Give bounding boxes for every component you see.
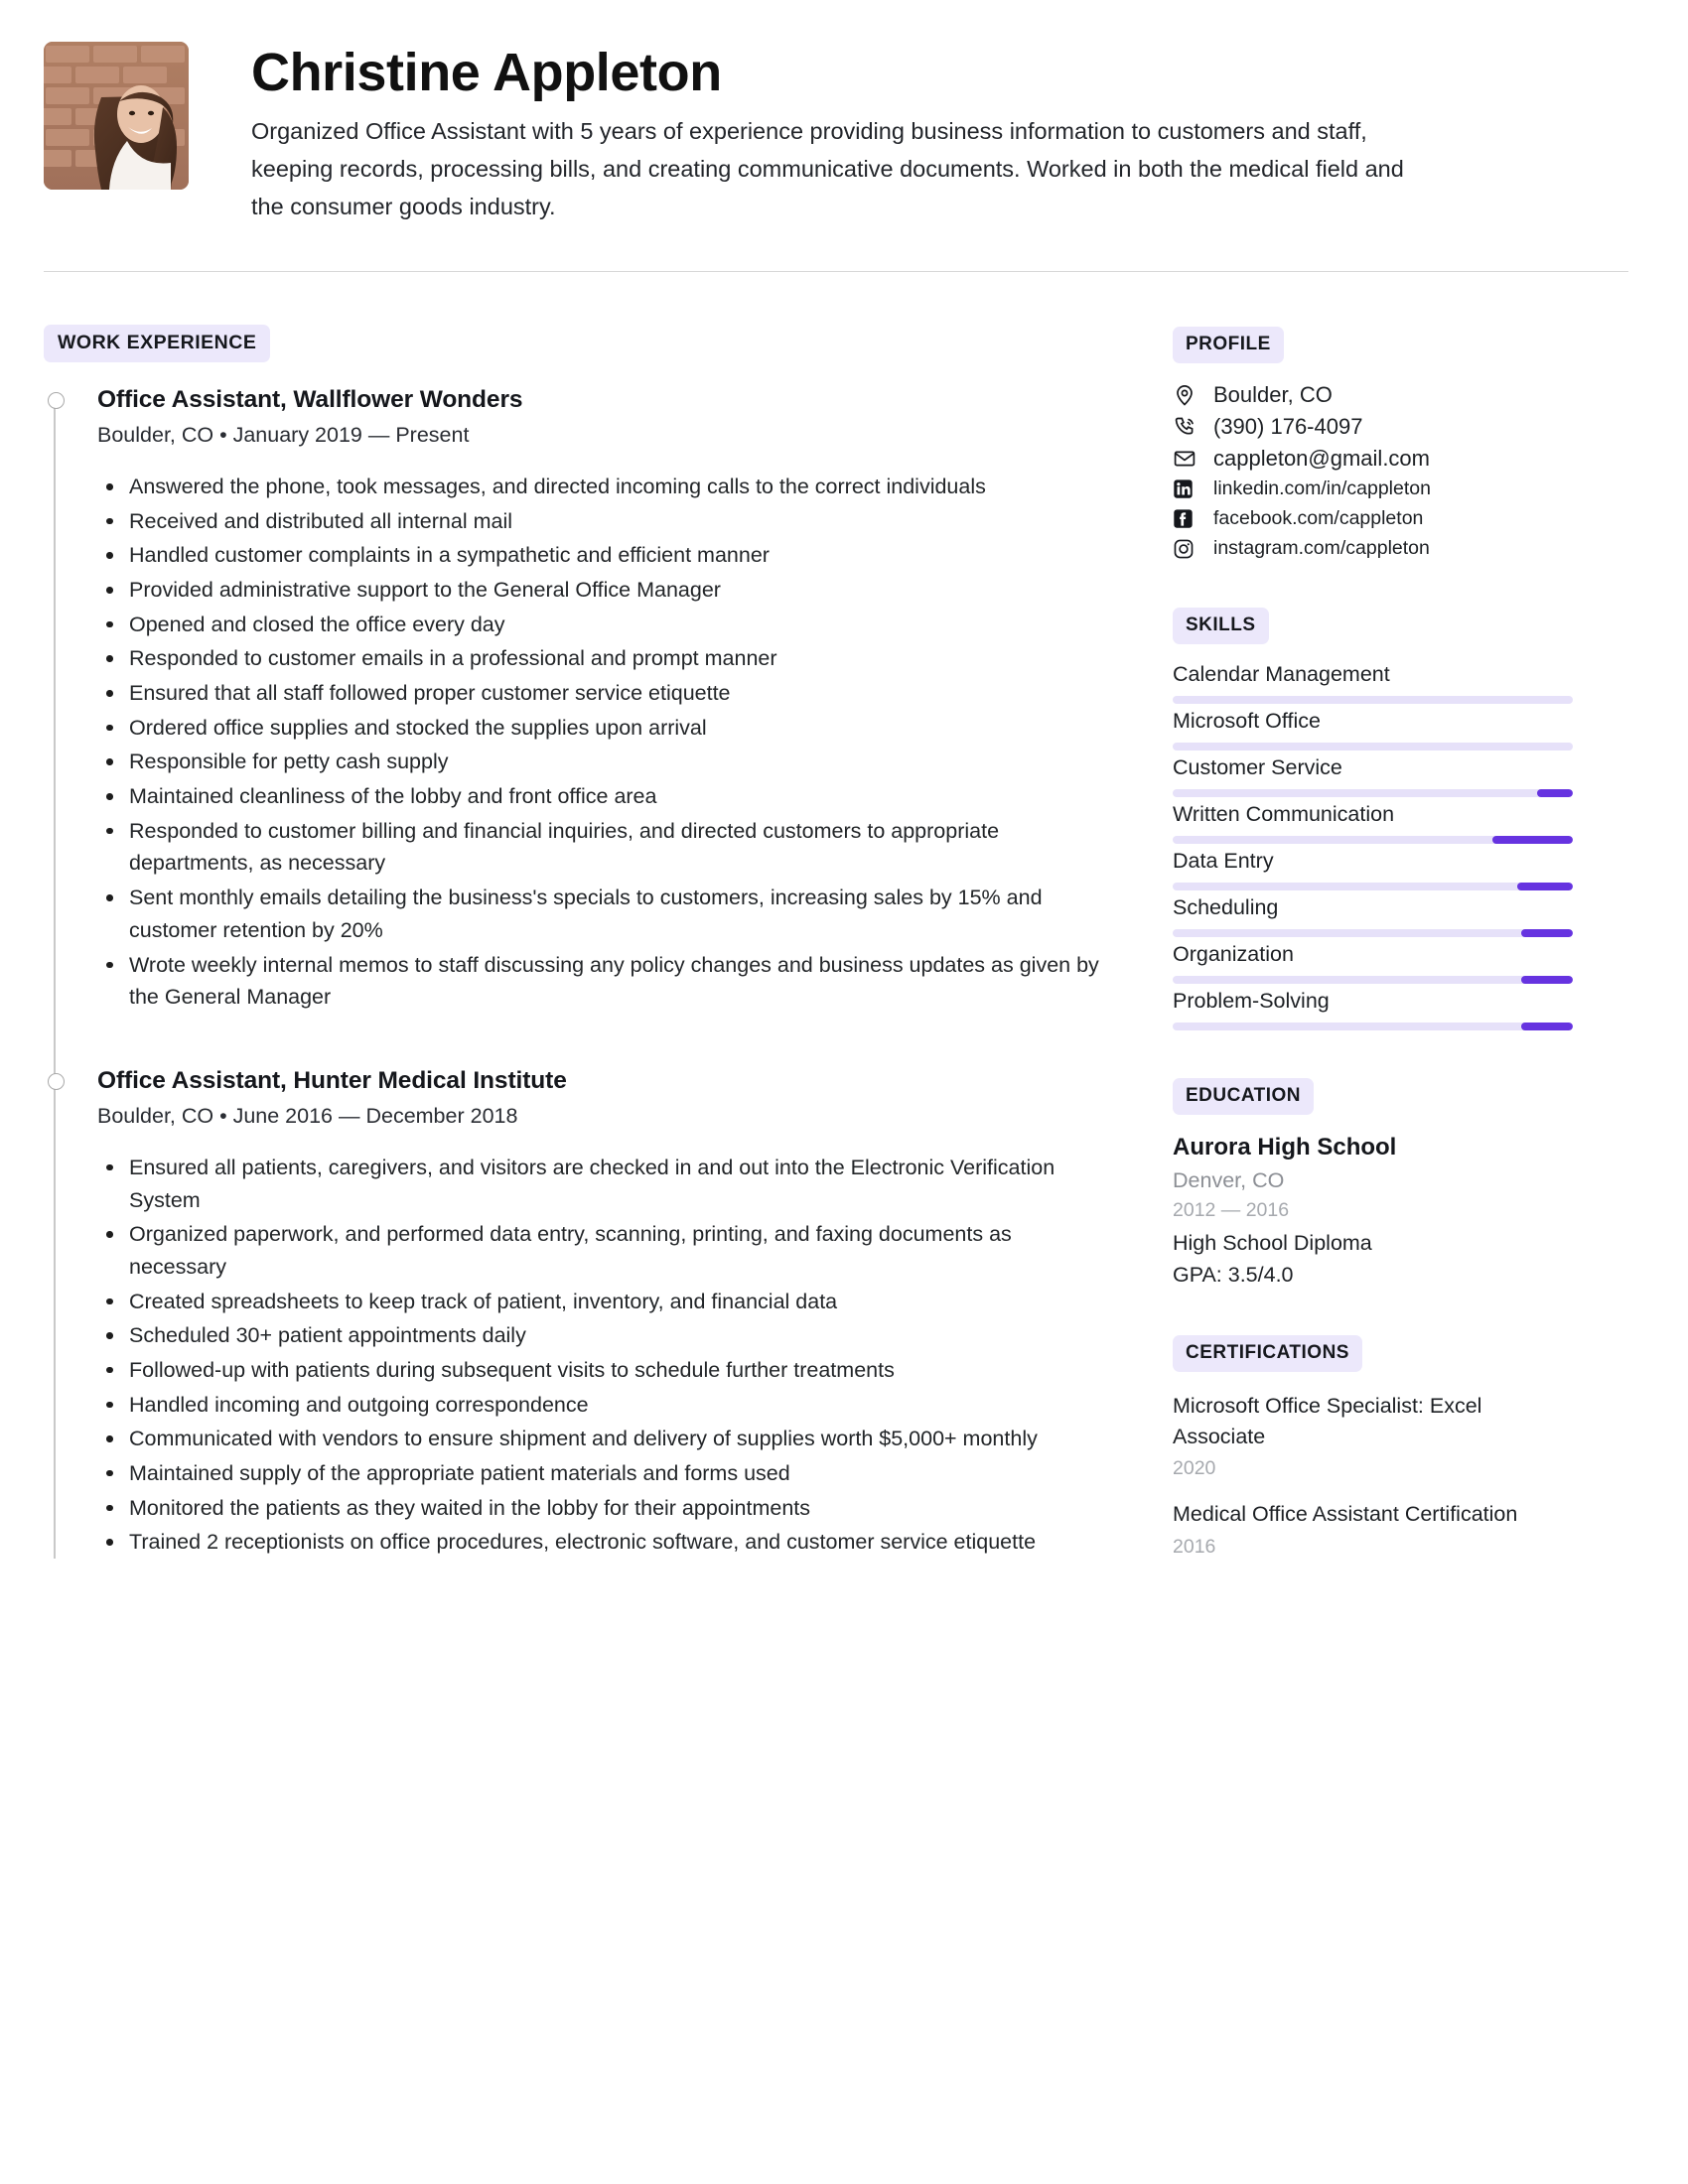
profile-summary: Organized Office Assistant with 5 years of experience providing business information to customers and staff, keeping records, processing bills, and creating communicative documents. Worked in both the medical field and the consumer goods industry. (251, 118, 1404, 219)
skill-name: Calendar Management (1173, 662, 1390, 687)
location-pin-icon (1173, 383, 1202, 407)
education-gpa: GPA: 3.5/4.0 (1173, 1263, 1294, 1288)
skill-item (1173, 989, 1573, 1030)
skill-bar-track (1173, 929, 1573, 937)
main-column (44, 325, 1156, 1561)
job-title: Office Assistant, Wallflower Wonders (97, 386, 523, 414)
linkedin-icon (1173, 478, 1202, 499)
phone-icon (1173, 415, 1202, 439)
certifications-section (1173, 1335, 1573, 1559)
job-bullet: Handled customer complaints in a sympathetic and efficient manner (97, 539, 1110, 572)
skill-name: Microsoft Office (1173, 709, 1321, 734)
contact-row[interactable] (1173, 414, 1573, 440)
job-meta: Boulder, CO • January 2019 — Present (97, 423, 470, 448)
job-entry (97, 1067, 1156, 1559)
job-bullet: Monitored the patients as they waited in the lobby for their appointments (97, 1492, 1110, 1525)
job-bullet: Scheduled 30+ patient appointments daily (97, 1319, 1110, 1352)
job-bullet: Handled incoming and outgoing correspondence (97, 1389, 1110, 1422)
contact-text: instagram.com/cappleton (1213, 537, 1430, 560)
job-bullet: Ensured that all staff followed proper customer service etiquette (97, 677, 1110, 710)
certification-name: Microsoft Office Specialist: Excel Associate (1173, 1394, 1482, 1448)
section-heading-work-experience: WORK EXPERIENCE (44, 325, 270, 362)
header-text-block (189, 42, 1628, 225)
contact-text: facebook.com/cappleton (1213, 507, 1424, 530)
job-bullet: Created spreadsheets to keep track of patient, inventory, and financial data (97, 1286, 1110, 1318)
education-section (1173, 1078, 1573, 1288)
section-heading-profile: PROFILE (1173, 327, 1284, 363)
job-bullet: Maintained supply of the appropriate patient materials and forms used (97, 1457, 1110, 1490)
contact-row[interactable] (1173, 478, 1573, 500)
skills-section (1173, 608, 1573, 1030)
job-bullet: Trained 2 receptionists on office procedures, electronic software, and customer service etiquette (97, 1526, 1110, 1559)
skill-bar-fill (1521, 1023, 1573, 1030)
skill-item (1173, 662, 1573, 704)
certification-item (1173, 1499, 1573, 1559)
timeline-rail (54, 408, 56, 1559)
contact-text: cappleton@gmail.com (1213, 446, 1430, 472)
job-bullet: Responsible for petty cash supply (97, 746, 1110, 778)
certification-name: Medical Office Assistant Certification (1173, 1502, 1518, 1527)
job-bullet: Sent monthly emails detailing the business's specials to customers, increasing sales by 15% and customer retention by 20% (97, 882, 1110, 946)
certification-list (1173, 1391, 1573, 1559)
section-heading-certifications: CERTIFICATIONS (1173, 1335, 1362, 1372)
skill-name: Scheduling (1173, 895, 1279, 920)
resume-body (44, 325, 1628, 1561)
section-heading-education: EDUCATION (1173, 1078, 1314, 1115)
skill-item (1173, 709, 1573, 751)
skill-bar-track (1173, 743, 1573, 751)
job-bullet: Followed-up with patients during subsequent visits to schedule further treatments (97, 1354, 1110, 1387)
contact-row[interactable] (1173, 446, 1573, 472)
contact-text: Boulder, CO (1213, 382, 1333, 408)
education-location: Denver, CO (1173, 1168, 1285, 1193)
skill-bar-track (1173, 883, 1573, 890)
skill-item (1173, 849, 1573, 890)
job-bullet: Received and distributed all internal mail (97, 505, 1110, 538)
skill-list (1173, 662, 1573, 1030)
skill-bar-fill (1492, 836, 1573, 844)
section-heading-skills: SKILLS (1173, 608, 1269, 644)
job-bullet: Ordered office supplies and stocked the supplies upon arrival (97, 712, 1110, 745)
contact-row[interactable] (1173, 382, 1573, 408)
skill-bar-track (1173, 789, 1573, 797)
job-bullet: Wrote weekly internal memos to staff discussing any policy changes and business updates as given by the General Manager (97, 949, 1110, 1014)
job-bullet: Answered the phone, took messages, and directed incoming calls to the correct individuals (97, 471, 1110, 503)
skill-bar-track (1173, 696, 1573, 704)
skill-bar-track (1173, 976, 1573, 984)
contact-text: linkedin.com/in/cappleton (1213, 478, 1431, 500)
skill-item (1173, 942, 1573, 984)
contact-row[interactable] (1173, 537, 1573, 560)
job-entry (97, 386, 1156, 1014)
facebook-icon (1173, 508, 1202, 529)
timeline-dot-icon (48, 1073, 65, 1090)
skill-item (1173, 755, 1573, 797)
certification-year: 2020 (1173, 1457, 1216, 1480)
education-dates: 2012 — 2016 (1173, 1199, 1290, 1222)
skill-bar-fill (1521, 929, 1573, 937)
contact-list (1173, 382, 1573, 560)
skill-bar-fill (1521, 976, 1573, 984)
education-degree: High School Diploma (1173, 1231, 1372, 1256)
timeline-dot-icon (48, 392, 65, 409)
job-bullet: Ensured all patients, caregivers, and visitors are checked in and out into the Electronic Verification System (97, 1152, 1110, 1216)
skill-bar-fill (1517, 883, 1573, 890)
resume-header (44, 42, 1628, 225)
skill-name: Customer Service (1173, 755, 1342, 780)
job-bullet-list (97, 471, 1156, 1014)
education-school: Aurora High School (1173, 1134, 1397, 1161)
work-timeline (44, 386, 1156, 1559)
skill-name: Organization (1173, 942, 1294, 967)
instagram-icon (1173, 538, 1202, 560)
job-bullet: Responded to customer emails in a professional and prompt manner (97, 642, 1110, 675)
skill-item (1173, 895, 1573, 937)
job-bullet: Provided administrative support to the General Office Manager (97, 574, 1110, 607)
skill-bar-track (1173, 1023, 1573, 1030)
job-list (97, 386, 1156, 1559)
sidebar-column (1156, 325, 1573, 1559)
job-bullet: Responded to customer billing and financial inquiries, and directed customers to appropriate departments, as necessary (97, 815, 1110, 880)
certification-year: 2016 (1173, 1535, 1216, 1558)
profile-section (1173, 327, 1573, 560)
envelope-icon (1173, 447, 1202, 471)
job-title: Office Assistant, Hunter Medical Institute (97, 1066, 567, 1094)
job-bullet: Maintained cleanliness of the lobby and front office area (97, 780, 1110, 813)
job-bullet: Organized paperwork, and performed data entry, scanning, printing, and faxing documents as necessary (97, 1218, 1110, 1283)
header-divider (44, 271, 1628, 272)
profile-photo (44, 42, 189, 190)
skill-name: Problem-Solving (1173, 989, 1330, 1014)
job-meta: Boulder, CO • June 2016 — December 2018 (97, 1103, 518, 1128)
skill-name: Data Entry (1173, 849, 1274, 874)
skill-item (1173, 802, 1573, 844)
job-bullet-list (97, 1152, 1156, 1559)
skill-bar-fill (1537, 789, 1573, 797)
contact-text: (390) 176-4097 (1213, 414, 1363, 440)
job-bullet: Communicated with vendors to ensure shipment and delivery of supplies worth $5,000+ monthly (97, 1423, 1110, 1455)
skill-bar-track (1173, 836, 1573, 844)
skill-name: Written Communication (1173, 802, 1395, 827)
certification-item (1173, 1391, 1573, 1480)
job-bullet: Opened and closed the office every day (97, 609, 1110, 641)
page-title: Christine Appleton (251, 43, 722, 102)
contact-row[interactable] (1173, 507, 1573, 530)
